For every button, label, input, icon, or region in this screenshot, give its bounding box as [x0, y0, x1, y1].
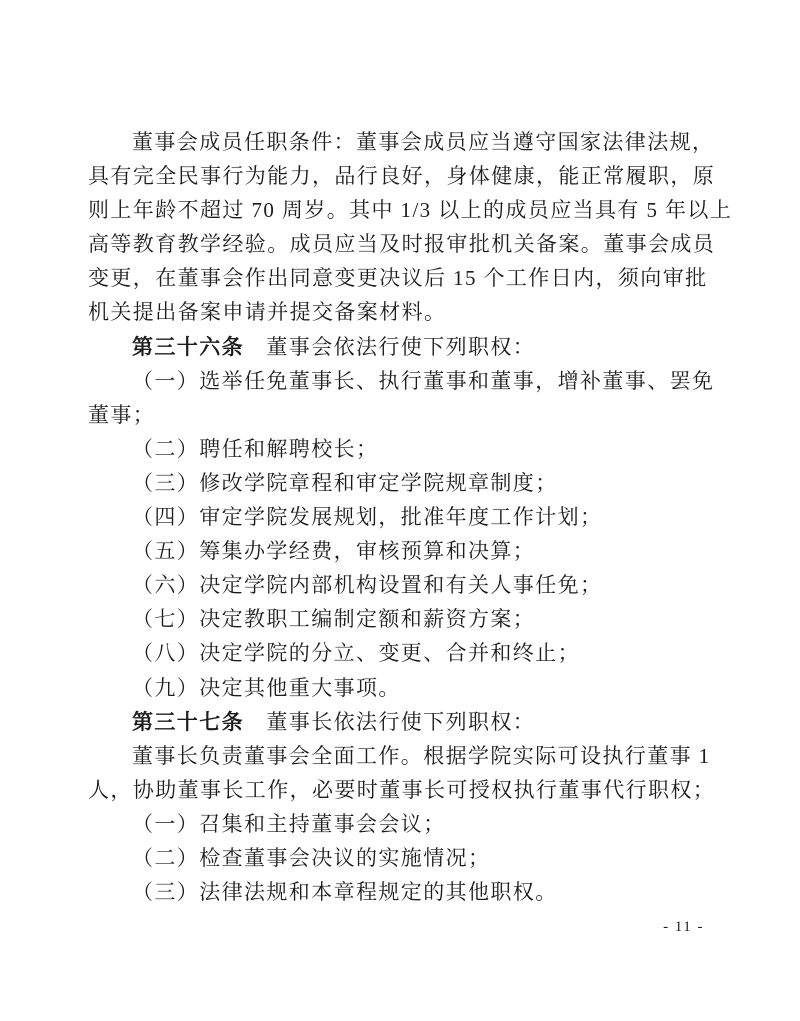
line-text: 具有完全民事行为能力，品行良好，身体健康，能正常履职，原 — [88, 164, 716, 189]
list-item-line — [88, 432, 718, 466]
line-text: （三）法律法规和本章程规定的其他职权。 — [132, 880, 558, 905]
line-text: （八）决定学院的分立、变更、合并和终止； — [132, 641, 580, 666]
list-item-line — [88, 807, 718, 841]
list-item-line — [88, 534, 718, 568]
list-item-line — [88, 636, 718, 670]
article-number: 第三十七条 — [132, 709, 244, 734]
page-number: - 11 - — [663, 919, 704, 935]
line-text: （一）召集和主持董事会会议； — [132, 811, 446, 836]
line-text: 变更，在董事会作出同意变更决议后 15 个工作日内，须向审批 — [88, 266, 708, 291]
line-text: 董事会成员任职条件：董事会成员应当遵守国家法律法规， — [132, 130, 715, 154]
line-text: 则上年龄不超过 70 周岁。其中 1/3 以上的成员应当具有 5 年以上 — [88, 198, 733, 223]
line-text: （二）检查董事会决议的实施情况； — [132, 845, 491, 870]
paragraph-line — [88, 193, 733, 227]
list-item-line — [88, 875, 718, 909]
list-item-line — [88, 466, 718, 500]
list-item-line — [88, 841, 718, 875]
line-text: （一）选举任免董事长、执行董事和董事，增补董事、罢免 — [132, 368, 715, 393]
paragraph-line — [88, 295, 718, 329]
line-text: （二）聘任和解聘校长； — [132, 436, 379, 461]
paragraph-line — [88, 125, 718, 159]
paragraph-line — [88, 773, 718, 807]
paragraph-line — [88, 739, 718, 773]
line-text: 董事长负责董事会全面工作。根据学院实际可设执行董事 1 — [132, 743, 711, 768]
list-item-line — [88, 602, 718, 636]
line-text: 机关提出备案申请并提交备案材料。 — [88, 300, 447, 325]
line-text: （九）决定其他重大事项。 — [132, 675, 401, 700]
paragraph-line — [88, 261, 718, 295]
line-text: 董事； — [88, 402, 156, 427]
line-text: 人，协助董事长工作，必要时董事长可授权执行董事代行职权； — [88, 777, 716, 802]
line-text: （五）筹集办学经费，审核预算和决算； — [132, 539, 536, 564]
line-text: （三）修改学院章程和审定学院规章制度； — [132, 470, 558, 495]
line-text: 董事会依法行使下列职权： — [244, 334, 536, 359]
document-body — [88, 125, 733, 909]
line-text: （七）决定教职工编制定额和薪资方案； — [132, 607, 536, 632]
line-text: 董事长依法行使下列职权： — [244, 709, 536, 734]
list-item-line — [88, 398, 718, 432]
list-item-line — [88, 671, 718, 705]
list-item-line — [88, 364, 718, 398]
list-item-line — [88, 500, 718, 534]
article-heading-line — [88, 330, 718, 364]
article-heading-line — [88, 705, 718, 739]
line-text: （六）决定学院内部机构设置和有关人事任免； — [132, 573, 603, 598]
list-item-line — [88, 568, 718, 602]
paragraph-line — [88, 159, 718, 193]
line-text: （四）审定学院发展规划，批准年度工作计划； — [132, 505, 603, 530]
paragraph-line — [88, 227, 718, 261]
line-text: 高等教育教学经验。成员应当及时报审批机关备案。董事会成员 — [88, 232, 716, 257]
article-number: 第三十六条 — [132, 334, 244, 359]
